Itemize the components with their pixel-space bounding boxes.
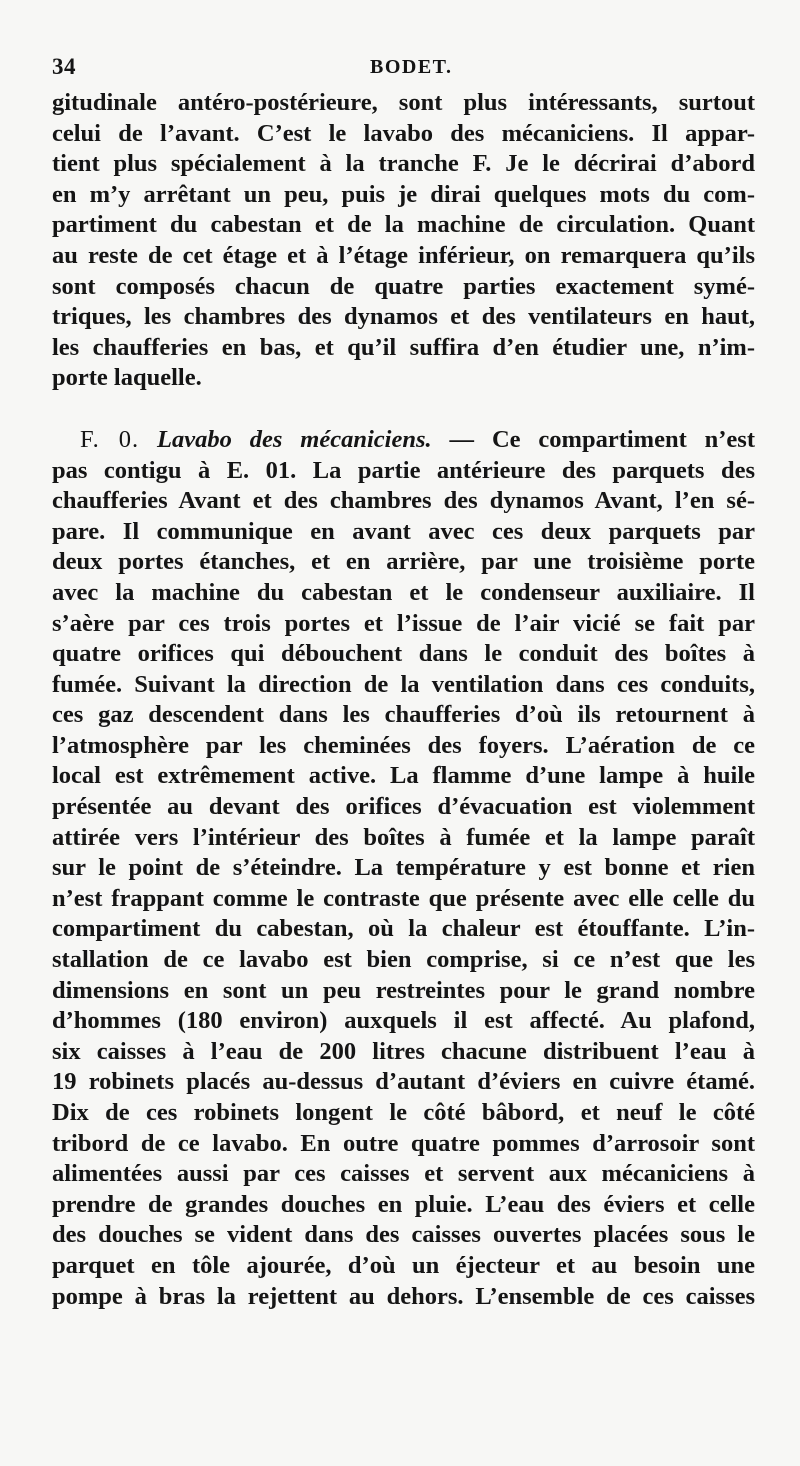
text-line: en m’y arrêtant un peu, puis je dirai quelques mots du com- xyxy=(52,180,755,208)
text-line: parquet en tôle ajourée, d’où un éjecteur et au besoin une xyxy=(52,1251,755,1279)
text-line: stallation de ce lavabo est bien comprise, si ce n’est que les xyxy=(52,946,755,974)
text-line: tient plus spécialement à la tranche F. Je le décrirai d’abord xyxy=(52,150,755,178)
text-line: porte laquelle. xyxy=(52,364,202,392)
text-line: quatre orifices qui débouchent dans le conduit des boîtes à xyxy=(52,640,755,668)
running-title: BODET. xyxy=(370,56,453,78)
text-line: alimentées aussi par ces caisses et servent aux mécaniciens à xyxy=(52,1160,755,1188)
text-line: Dix de ces robinets longent le côté bâbord, et neuf le côté xyxy=(52,1099,755,1126)
text-line: celui de l’avant. C’est le lavabo des mécaniciens. Il appar- xyxy=(52,119,755,147)
text-line: les chaufferies en bas, et qu’il suffira d’en étudier une, n’im- xyxy=(52,333,755,361)
page-number: 34 xyxy=(52,54,76,79)
text-line: attirée vers l’intérieur des boîtes à fumée et la lampe paraît xyxy=(52,823,755,851)
text-line: sont composés chacun de quatre parties exactement symé- xyxy=(52,272,755,300)
section-number: F. 0. xyxy=(80,425,140,453)
text-line: prendre de grandes douches en pluie. L’eau des éviers et celle xyxy=(52,1190,755,1218)
text-line: dimensions en sont un peu restreintes pour le grand nombre xyxy=(52,976,755,1004)
text-line: partiment du cabestan et de la machine de circulation. Quant xyxy=(52,211,755,239)
text-line: deux portes étanches, et en arrière, par une troisième porte xyxy=(52,548,755,576)
section-title: Lavabo des mécaniciens. xyxy=(156,425,432,453)
text-line: pare. Il communique en avant avec ces deux parquets par xyxy=(52,517,755,545)
text-line: s’aère par ces trois portes et l’issue de l’air vicié se fait par xyxy=(52,609,755,637)
text-line: sur le point de s’éteindre. La température y est bonne et rien xyxy=(52,854,755,882)
text-line: au reste de cet étage et à l’étage inférieur, on remarquera qu’ils xyxy=(52,241,755,269)
paragraph-gap xyxy=(52,394,755,425)
text-line: d’hommes (180 environ) auxquels il est affecté. Au plafond, xyxy=(52,1007,755,1035)
text-line: ces gaz descendent dans les chaufferies d’où ils retournent à xyxy=(52,701,755,729)
paragraph-2 xyxy=(52,425,755,1312)
paragraph-1 xyxy=(52,88,755,394)
text-line: compartiment du cabestan, où la chaleur est étouffante. L’in- xyxy=(52,915,755,943)
text-line: pas contigu à E. 01. La partie antérieure des parquets des xyxy=(52,456,755,484)
section-heading-line xyxy=(52,425,755,456)
text-line: local est extrêmement active. La flamme d’une lampe à huile xyxy=(52,762,755,790)
text-line: l’atmosphère par les cheminées des foyers. L’aération de ce xyxy=(52,731,755,759)
text-line: des douches se vident dans des caisses ouvertes placées sous le xyxy=(52,1221,755,1249)
text-line: tribord de ce lavabo. En outre quatre pommes d’arrosoir sont xyxy=(52,1129,755,1157)
body-text xyxy=(52,88,755,1312)
text-line: 19 robinets placés au-dessus d’autant d’éviers en cuivre étamé. xyxy=(52,1068,755,1096)
text-line: six caisses à l’eau de 200 litres chacune distribuent l’eau à xyxy=(52,1037,755,1065)
text-line: chaufferies Avant et des chambres des dynamos Avant, l’en sé- xyxy=(52,487,755,515)
text-line: triques, les chambres des dynamos et des ventilateurs en haut, xyxy=(52,303,755,331)
text-line: présentée au devant des orifices d’évacuation est violemment xyxy=(52,793,755,821)
heading-line-rest: — Ce compartiment n’est xyxy=(431,425,755,453)
text-line: n’est frappant comme le contraste que présente avec elle celle du xyxy=(52,884,755,912)
text-line: pompe à bras la rejettent au dehors. L’ensemble de ces caisses xyxy=(52,1282,755,1310)
text-line: fumée. Suivant la direction de la ventilation dans ces conduits, xyxy=(52,670,755,698)
text-line: avec la machine du cabestan et le condenseur auxiliaire. Il xyxy=(52,578,755,606)
running-head xyxy=(50,54,750,84)
text-line: gitudinale antéro-postérieure, sont plus intéressants, surtout xyxy=(52,89,755,116)
